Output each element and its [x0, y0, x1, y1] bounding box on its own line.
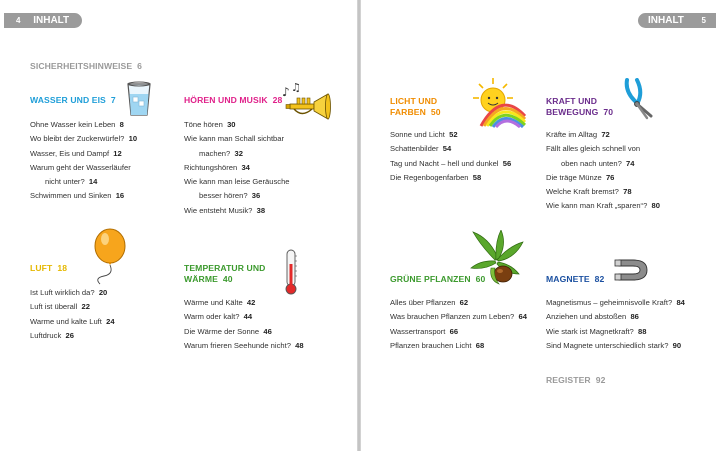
- list-item[interactable]: oben nach unten? 74: [561, 158, 635, 168]
- section-title-force[interactable]: KRAFT UND BEWEGUNG 70: [546, 96, 614, 117]
- list-item[interactable]: Alles über Pflanzen 62: [390, 298, 469, 307]
- trumpet-icon: [280, 82, 332, 122]
- right-page: [361, 0, 720, 451]
- list-item[interactable]: Pflanzen brauchen Licht 68: [390, 340, 485, 350]
- left-header: [4, 13, 82, 28]
- list-item[interactable]: Kräfte im Alltag 72: [546, 130, 610, 139]
- sun-rainbow-icon: [471, 76, 527, 128]
- section-title-air[interactable]: LUFT 18: [30, 263, 68, 273]
- list-item[interactable]: Schwimmen und Sinken 16: [30, 191, 125, 201]
- list-item[interactable]: Sonne und Licht 52: [390, 130, 458, 139]
- list-item[interactable]: Was brauchen Pflanzen zum Leben? 64: [390, 312, 527, 322]
- list-item[interactable]: Fällt alles gleich schnell von: [546, 144, 641, 154]
- list-item[interactable]: Töne hören 30: [184, 120, 236, 129]
- entries-water: [30, 118, 137, 204]
- list-item[interactable]: Wasser, Eis und Dampf 12: [30, 148, 122, 158]
- list-item[interactable]: Schattenbilder 54: [390, 144, 452, 154]
- balloon-icon: [84, 228, 130, 286]
- header-label: INHALT: [648, 15, 684, 26]
- svg-text:♫: ♫: [291, 82, 301, 94]
- list-item[interactable]: Die Regenbogenfarben 58: [390, 172, 482, 182]
- safety-title[interactable]: SICHERHEITSHINWEISE 6: [30, 61, 143, 71]
- section-title-magnets[interactable]: MAGNETE 82: [546, 274, 605, 284]
- page-number: 4: [16, 16, 21, 25]
- section-title-water[interactable]: WASSER UND EIS 7: [30, 95, 116, 105]
- entries-plants: [390, 296, 527, 353]
- right-header: [638, 13, 716, 28]
- list-item[interactable]: Wie kann man leise Geräusche: [184, 177, 290, 187]
- list-item[interactable]: Warm oder kalt? 44: [184, 312, 253, 322]
- left-page: [0, 0, 357, 451]
- register-title[interactable]: REGISTER 92: [546, 375, 606, 385]
- list-item[interactable]: Luftdruck 26: [30, 330, 74, 340]
- list-item[interactable]: Tag und Nacht – hell und dunkel 56: [390, 158, 512, 168]
- list-item[interactable]: Welche Kraft bremst? 78: [546, 187, 632, 197]
- chestnut-leaf-icon: [469, 230, 525, 286]
- list-item[interactable]: nicht unter? 14: [45, 177, 98, 187]
- water-glass-icon: [126, 80, 152, 118]
- list-item[interactable]: Wie entsteht Musik? 38: [184, 205, 266, 215]
- entries-music: [184, 118, 290, 218]
- list-item[interactable]: Wassertransport 66: [390, 326, 459, 336]
- list-item[interactable]: Wärme und Kälte 42: [184, 298, 256, 307]
- list-item[interactable]: Magnetismus – geheimnisvolle Kraft? 84: [546, 298, 685, 307]
- list-item[interactable]: Ohne Wasser kein Leben 8: [30, 120, 124, 129]
- header-label: INHALT: [33, 15, 70, 26]
- list-item[interactable]: Luft ist überall 22: [30, 302, 90, 312]
- thermometer-icon: [283, 248, 299, 296]
- list-item[interactable]: Ist Luft wirklich da? 20: [30, 288, 108, 297]
- section-title-light[interactable]: LICHT UND FARBEN 50: [390, 96, 441, 117]
- section-title-plants[interactable]: GRÜNE PFLANZEN 60: [390, 274, 486, 284]
- entries-magnets: [546, 296, 685, 353]
- entries-light: [390, 128, 511, 185]
- entries-temperature: [184, 296, 304, 353]
- list-item[interactable]: Sind Magnete unterschiedlich stark? 90: [546, 340, 682, 350]
- list-item[interactable]: Wo bleibt der Zuckerwürfel? 10: [30, 134, 138, 144]
- list-item[interactable]: Anziehen und abstoßen 86: [546, 312, 639, 322]
- list-item[interactable]: Wie stark ist Magnetkraft? 88: [546, 326, 647, 336]
- entries-force: [546, 128, 660, 214]
- section-title-temperature[interactable]: TEMPERATUR UND WÄRME 40: [184, 263, 266, 284]
- svg-text:♪: ♪: [282, 85, 290, 99]
- list-item[interactable]: Wie kann man Schall sichtbar: [184, 134, 285, 144]
- list-item[interactable]: Warme und kalte Luft 24: [30, 316, 115, 326]
- list-item[interactable]: machen? 32: [199, 148, 243, 158]
- entries-air: [30, 286, 115, 343]
- list-item[interactable]: Die träge Münze 76: [546, 172, 615, 182]
- section-title-music[interactable]: HÖREN UND MUSIK 28: [184, 95, 283, 105]
- list-item[interactable]: Warum geht der Wasserläufer: [30, 162, 131, 172]
- list-item[interactable]: Warum frieren Seehunde nicht? 48: [184, 340, 304, 350]
- pliers-icon: [623, 78, 655, 120]
- list-item[interactable]: besser hören? 36: [199, 191, 261, 201]
- horseshoe-magnet-icon: [613, 254, 653, 286]
- list-item[interactable]: Richtungshören 34: [184, 162, 250, 172]
- list-item[interactable]: Wie kann man Kraft „sparen“? 80: [546, 201, 660, 211]
- page-number: 5: [701, 16, 706, 25]
- list-item[interactable]: Die Wärme der Sonne 46: [184, 326, 272, 336]
